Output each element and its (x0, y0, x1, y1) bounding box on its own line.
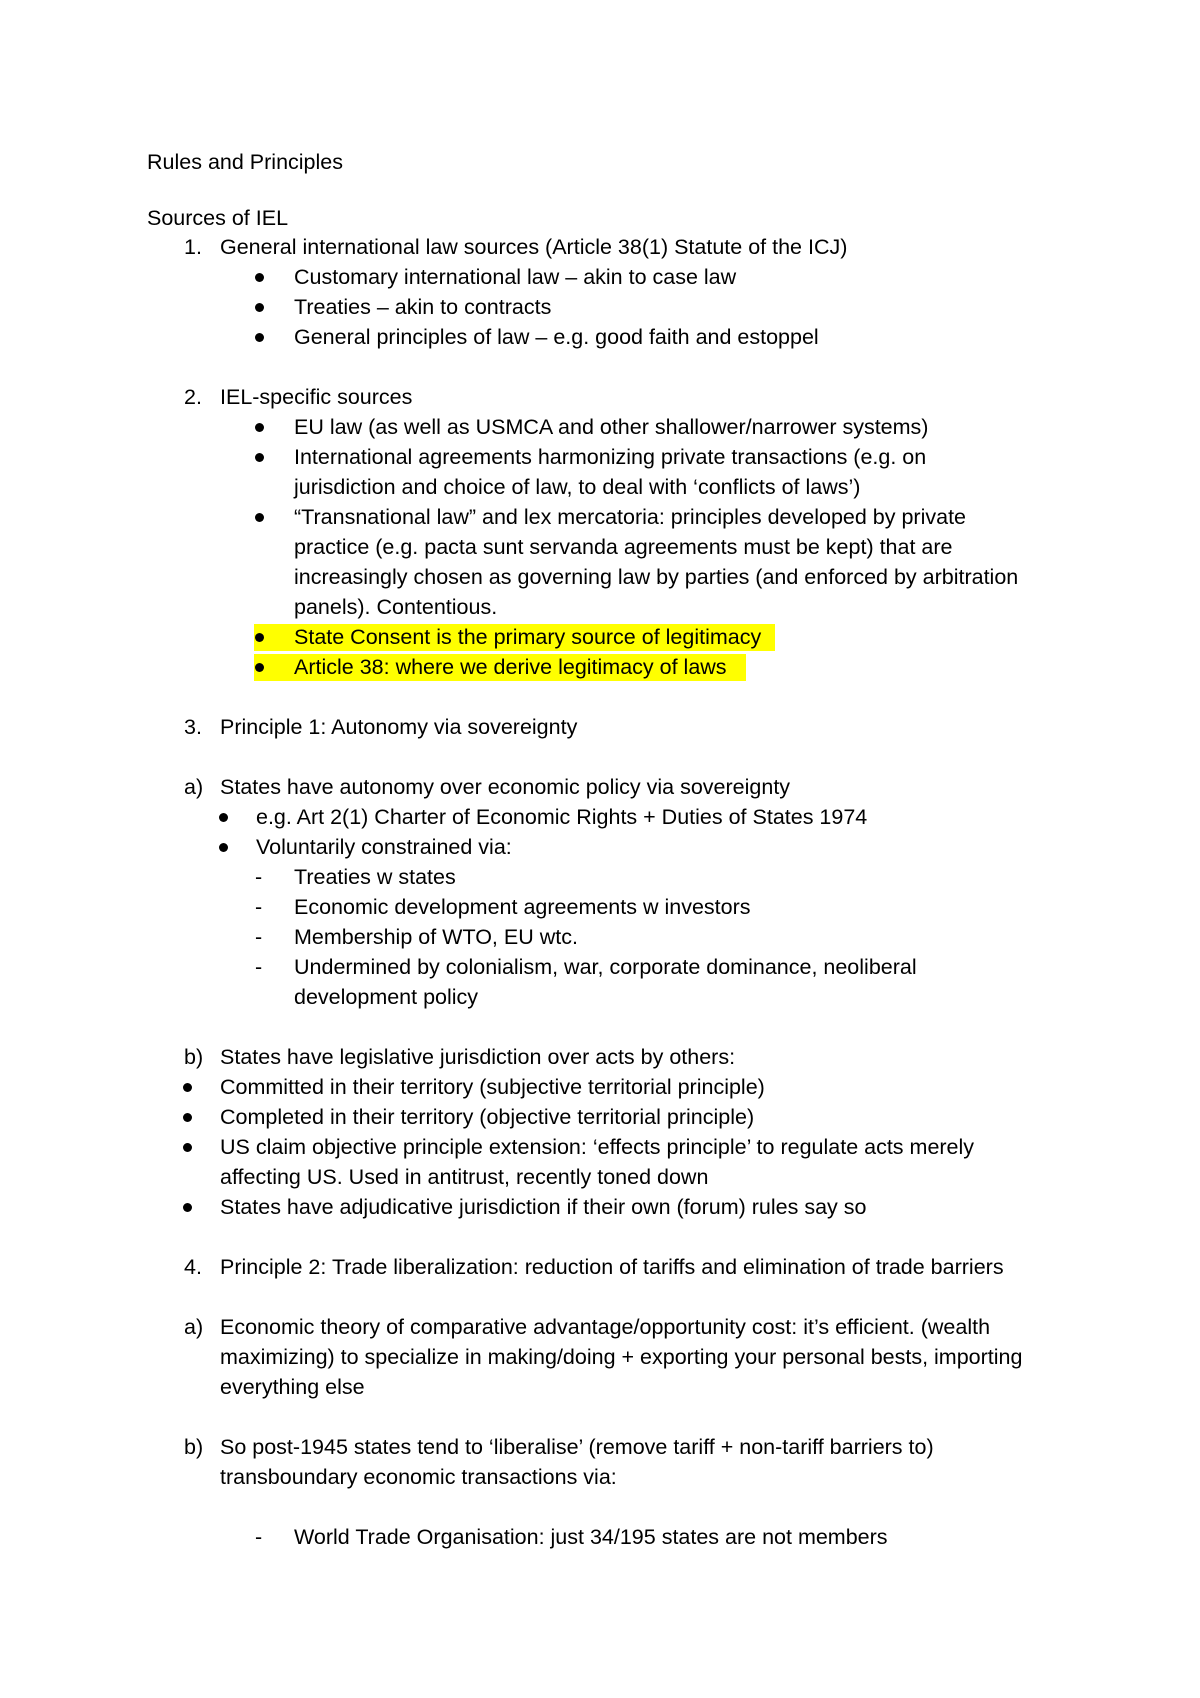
bullet-icon (255, 333, 264, 342)
list-number: 4. (184, 1255, 202, 1279)
bullet-icon (255, 633, 264, 642)
bullet-icon (219, 843, 228, 852)
bullet-icon (183, 1083, 192, 1092)
bullet-icon (255, 513, 264, 522)
document-page: Rules and Principles Sources of IEL 1. General international law sources (Article 38(1) Statute of the ICJ) Customary international law – akin to case law Treaties – akin to contracts General principles of law – e.g. good faith and estoppel 2. IEL-specific sources EU law (as well as USMCA and other shallower/narrower systems) International agreements harmonizing private transactions (e.g. on jurisdiction and choice of law, to deal with ‘conflicts of laws’) “Transnational law” and lex mercatoria: principles developed by private practice (e.g. pacta sunt servanda agreements must be kept) that are increasingly chosen as governing law by parties (and enforced by arbitration panels). Contentious. State Consent is the primary source of legitimacy Article 38: where we derive legitimacy of laws 3. Principle 1: Autonomy via sovereignty a) States have autonomy over economic policy via sovereignty e.g. Art 2(1) Charter of Economic Rights + Duties of States 1974 Voluntarily constrained via: - Treaties w states - Economic development agreements w investors - Membership of WTO, EU wtc. - Undermined by colonialism, war, corporate dominance, neoliberal development policy b) States have legislative jurisdiction over acts by others: Committed in their territory (subjective territorial principle) Completed in their territory (objective territorial principle) US claim objective principle extension: ‘effects principle’ to regulate acts merely affecting US. Used in antitrust, recently toned down States have adjudicative jurisdiction if their own (forum) rules say so 4. Principle 2: Trade liberalization: reduction of tariffs and elimination of trade barriers a) Economic theory of comparative advantage/opportunity cost: it’s efficient. (wealth maximizing) to specialize in making/doing + exporting your personal bests, importing everything else b) So post-1945 states tend to ‘liberalise’ (remove tariff + non-tariff barriers to) transboundary economic transactions via: - World Trade Organisation: just 34/195 states are not members (0, 0, 1200, 1698)
list-number: 3. (184, 715, 202, 739)
list-number: 2. (184, 385, 202, 409)
list-letter: b) (184, 1045, 204, 1069)
bullet-icon (183, 1143, 192, 1152)
list-letter: b) (184, 1435, 204, 1459)
bullet-icon (255, 303, 264, 312)
bullet-icon (183, 1203, 192, 1212)
list-letter: a) (184, 1315, 204, 1339)
bullet-icon (183, 1113, 192, 1122)
list-letter: a) (184, 775, 204, 799)
dash-marker: - (255, 1525, 263, 1549)
bullet-icon (255, 663, 264, 672)
bullet-icon (219, 813, 228, 822)
bullet-icon (255, 453, 264, 462)
dash-marker: - (255, 925, 263, 949)
dash-marker: - (255, 955, 263, 979)
dash-marker: - (255, 865, 263, 889)
bullet-icon (255, 273, 264, 282)
list-number: 1. (184, 235, 202, 259)
dash-marker: - (255, 895, 263, 919)
bullet-icon (255, 423, 264, 432)
